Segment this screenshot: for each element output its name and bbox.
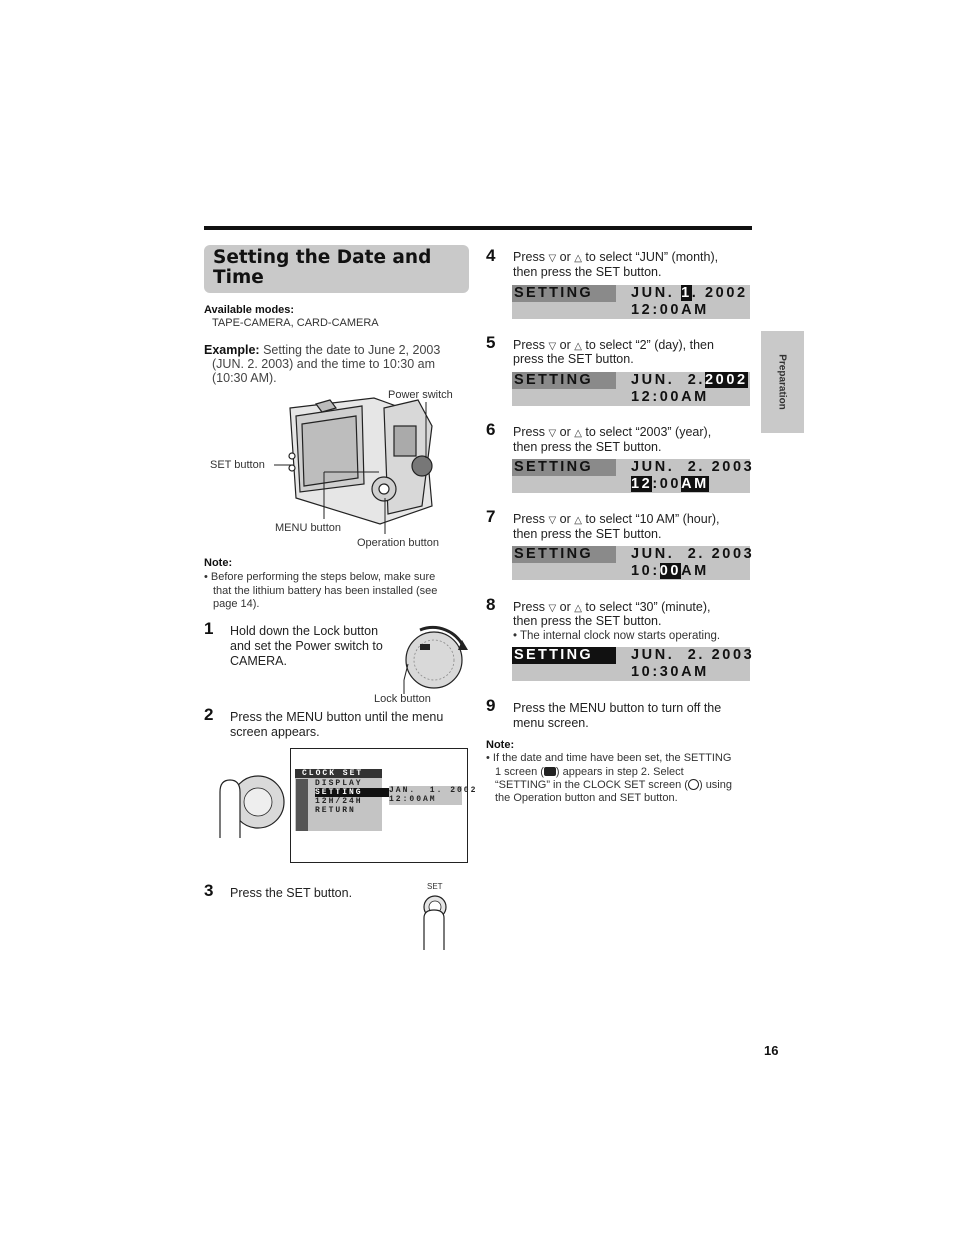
menu-button-hand-illustration	[214, 770, 286, 838]
note2-label: Note:	[486, 739, 515, 751]
note1-label: Note:	[204, 557, 233, 569]
step8-line2: then press the SET button.	[513, 614, 662, 628]
page-number: 16	[764, 1043, 779, 1058]
menu-item-return: RETURN	[315, 806, 356, 815]
clock-icon	[688, 779, 699, 790]
step8-lcd-setting: SETTING	[512, 647, 616, 664]
menu-icons-column	[296, 779, 308, 831]
power-dial-illustration	[398, 618, 470, 694]
operation-button-callout: Operation button	[357, 537, 439, 549]
example-line3: (10:30 AM).	[212, 371, 277, 385]
step5-line2: press the SET button.	[513, 352, 634, 366]
step6-lcd-ampm-cursor: AM	[681, 476, 709, 492]
step7-press: Press	[513, 512, 545, 526]
step7-lcd-minute-cursor: 00	[659, 563, 682, 579]
step8-bullet: • The internal clock now starts operating.	[513, 630, 721, 642]
step5-number: 5	[486, 333, 496, 352]
step2-number: 2	[204, 705, 214, 724]
camera-icon	[544, 767, 556, 776]
step6-lcd-time-b: :00	[652, 476, 682, 492]
step4-lcd-date-a: JUN.	[631, 285, 682, 301]
note2-line3b: ) using	[698, 779, 732, 791]
step6-lcd-hour-cursor: 12	[631, 476, 653, 492]
up-arrow-icon: △	[574, 253, 582, 264]
step1-line2: and set the Power switch to	[230, 639, 383, 653]
step5-lcd-year-cursor: 2002	[705, 372, 748, 388]
down-arrow-icon: ▽	[548, 428, 557, 439]
step6-number: 6	[486, 420, 496, 439]
example-text: Setting the date to June 2, 2003	[263, 343, 441, 357]
step8-lcd-date: JUN. 2. 2003	[631, 647, 755, 663]
note1-line3: page 14).	[213, 598, 260, 610]
down-arrow-icon: ▽	[548, 341, 557, 352]
step6-lcd-date: JUN. 2. 2003	[631, 459, 755, 475]
step6-line1	[513, 425, 711, 441]
set-button-hand-illustration	[418, 892, 452, 950]
step8-press: Press	[513, 600, 545, 614]
step4-tail: to select “JUN” (month),	[585, 250, 719, 264]
up-arrow-icon: △	[574, 515, 582, 526]
step8-number: 8	[486, 595, 496, 614]
step7-lcd-time	[631, 563, 709, 580]
up-arrow-icon: △	[574, 428, 582, 439]
step7-lcd-time-a: 10:	[631, 563, 660, 579]
section-tab	[761, 331, 804, 433]
step4-lcd-month-cursor: 1	[681, 285, 692, 301]
note1-line2: that the lithium battery has been installed (see	[213, 585, 438, 597]
example-label: Example:	[204, 343, 260, 357]
step4-lcd-time-a: 12:00	[631, 302, 682, 318]
step4-line2: then press the SET button.	[513, 265, 662, 279]
step7-lcd-date: JUN. 2. 2003	[631, 546, 755, 562]
step4-lcd-time-b: AM	[681, 302, 709, 318]
note2-line2	[495, 766, 684, 780]
menu-header: CLOCK SET	[295, 769, 382, 778]
menu-item-display: DISPLAY	[315, 779, 363, 788]
step6-lcd	[512, 459, 755, 493]
step4-lcd-date	[631, 285, 748, 302]
step6-lcd-setting: SETTING	[512, 459, 616, 476]
step7-or: or	[559, 512, 571, 526]
note2-line3a: “SETTING” in the CLOCK SET screen (	[495, 779, 688, 791]
down-arrow-icon: ▽	[548, 603, 557, 614]
step7-lcd-setting: SETTING	[512, 546, 616, 563]
power-switch-callout: Power switch	[388, 389, 453, 401]
step9-line2: menu screen.	[513, 716, 589, 730]
down-arrow-icon: ▽	[548, 515, 557, 526]
step7-line2: then press the SET button.	[513, 527, 662, 541]
step2-line1: Press the MENU button until the menu	[230, 710, 444, 724]
step8-or: or	[559, 600, 571, 614]
step6-line2: then press the SET button.	[513, 440, 662, 454]
step5-lcd-setting: SETTING	[512, 372, 616, 389]
step9-line1: Press the MENU button to turn off the	[513, 701, 722, 715]
step7-number: 7	[486, 507, 496, 526]
step6-or: or	[559, 425, 571, 439]
step5-lcd	[512, 372, 750, 406]
menu-item-setting: SETTING	[315, 788, 389, 797]
step7-lcd-time-c: AM	[681, 563, 709, 579]
step7-tail: to select “10 AM” (hour),	[585, 512, 720, 526]
step8-tail: to select “30” (minute),	[585, 600, 711, 614]
up-arrow-icon: △	[574, 341, 582, 352]
available-modes: TAPE-CAMERA, CARD-CAMERA	[212, 317, 379, 329]
available-modes-label: Available modes:	[204, 304, 295, 316]
step6-press: Press	[513, 425, 545, 439]
step5-or: or	[559, 338, 571, 352]
menu-date: JAN. 1. 2002	[389, 786, 478, 795]
step5-press: Press	[513, 338, 545, 352]
step6-tail: to select “2003” (year),	[585, 425, 712, 439]
set-button-callout: SET button	[210, 459, 265, 471]
note1-line1: • Before performing the steps below, make sure	[204, 571, 436, 583]
step3-number: 3	[204, 881, 214, 900]
step4-number: 4	[486, 246, 496, 265]
up-arrow-icon: △	[574, 603, 582, 614]
step4-press: Press	[513, 250, 545, 264]
note2-line2b: ) appears in step 2. Select	[555, 766, 684, 778]
step1-number: 1	[204, 619, 214, 638]
step4-or: or	[559, 250, 571, 264]
step4-lcd	[512, 285, 750, 319]
note2-line2a: 1 screen (	[495, 766, 544, 778]
step5-lcd-time: 12:00AM	[631, 389, 709, 405]
menu-item-12h24h: 12H/24H	[315, 797, 363, 806]
menu-button-callout: MENU button	[275, 522, 342, 534]
example-line2: (JUN. 2. 2003) and the time to 10:30 am	[212, 357, 436, 371]
step2-line2: screen appears.	[230, 725, 320, 739]
lock-button-callout: Lock button	[374, 693, 431, 705]
step7-line1	[513, 512, 720, 528]
step1-line3: CAMERA.	[230, 654, 287, 668]
step4-lcd-setting: SETTING	[512, 285, 616, 302]
step6-lcd-time	[631, 476, 709, 493]
note2-line1: • If the date and time have been set, the SETTING	[486, 752, 732, 764]
step8-lcd-time: 10:30AM	[631, 664, 709, 680]
step4-lcd-time	[631, 302, 709, 319]
note2-line3	[495, 779, 732, 793]
step7-lcd	[512, 546, 755, 580]
section-tab-label: Preparation	[776, 354, 788, 410]
step1-line1: Hold down the Lock button	[230, 624, 379, 638]
step3-line1: Press the SET button.	[230, 886, 353, 900]
step4-line1	[513, 250, 718, 266]
top-rule	[204, 226, 752, 230]
step5-lcd-date	[631, 372, 748, 389]
down-arrow-icon: ▽	[548, 253, 557, 264]
note2-line4: the Operation button and SET button.	[495, 792, 678, 804]
step9-number: 9	[486, 696, 496, 715]
menu-time: 12:00AM	[389, 795, 462, 805]
title-box	[204, 245, 469, 293]
step5-lcd-date-a: JUN. 2.	[631, 372, 705, 388]
step5-tail: to select “2” (day), then	[585, 338, 714, 352]
step4-lcd-date-b: . 2002	[691, 285, 748, 301]
step8-lcd	[512, 647, 755, 681]
example-line1	[204, 343, 440, 358]
page-title: Setting the Date and Time	[213, 247, 432, 288]
set-key-label: SET	[427, 882, 443, 891]
